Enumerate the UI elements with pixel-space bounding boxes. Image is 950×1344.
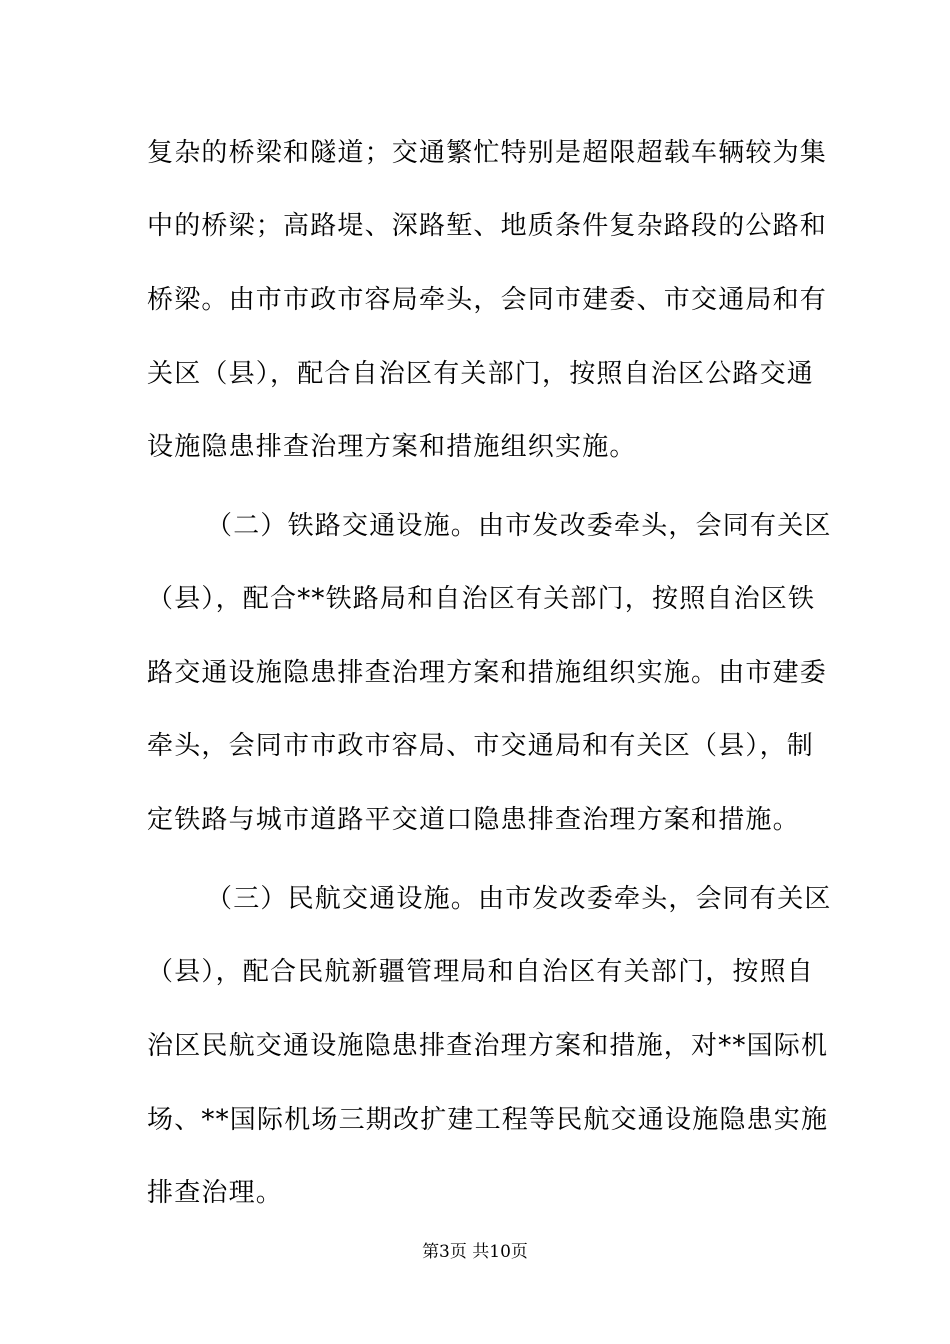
paragraph-line: （县），配合**铁路局和自治区有关部门，按照自治区铁	[147, 584, 816, 614]
section-heading-railway: （二）铁路交通设施。由市发改委牵头，会同有关区	[206, 511, 832, 541]
paragraph-line: （县），配合民航新疆管理局和自治区有关部门，按照自	[147, 957, 815, 987]
paragraph-line: 设施隐患排查治理方案和措施组织实施。	[147, 432, 637, 462]
paragraph-line: 路交通设施隐患排查治理方案和措施组织实施。由市建委	[147, 658, 828, 688]
paragraph-line: 牵头，会同市市政市容局、市交通局和有关区（县），制	[147, 731, 815, 761]
paragraph-line: 中的桥梁；高路堤、深路堑、地质条件复杂路段的公路和	[147, 211, 828, 241]
paragraph-line: 桥梁。由市市政市容局牵头，会同市建委、市交通局和有	[147, 285, 828, 315]
paragraph-line: 复杂的桥梁和隧道；交通繁忙特别是超限超载车辆较为集	[147, 138, 828, 168]
paragraph-line: 场、**国际机场三期改扩建工程等民航交通设施隐患实施	[147, 1105, 829, 1135]
page-number-footer: 第3页 共10页	[422, 1242, 528, 1262]
paragraph-line: 定铁路与城市道路平交道口隐患排查治理方案和措施。	[147, 805, 800, 835]
paragraph-line: 排查治理。	[147, 1178, 284, 1208]
paragraph-line: 关区（县），配合自治区有关部门，按照自治区公路交通	[147, 359, 815, 389]
section-heading-aviation: （三）民航交通设施。由市发改委牵头，会同有关区	[206, 884, 832, 914]
paragraph-line: 治区民航交通设施隐患排查治理方案和措施，对**国际机	[147, 1031, 829, 1061]
